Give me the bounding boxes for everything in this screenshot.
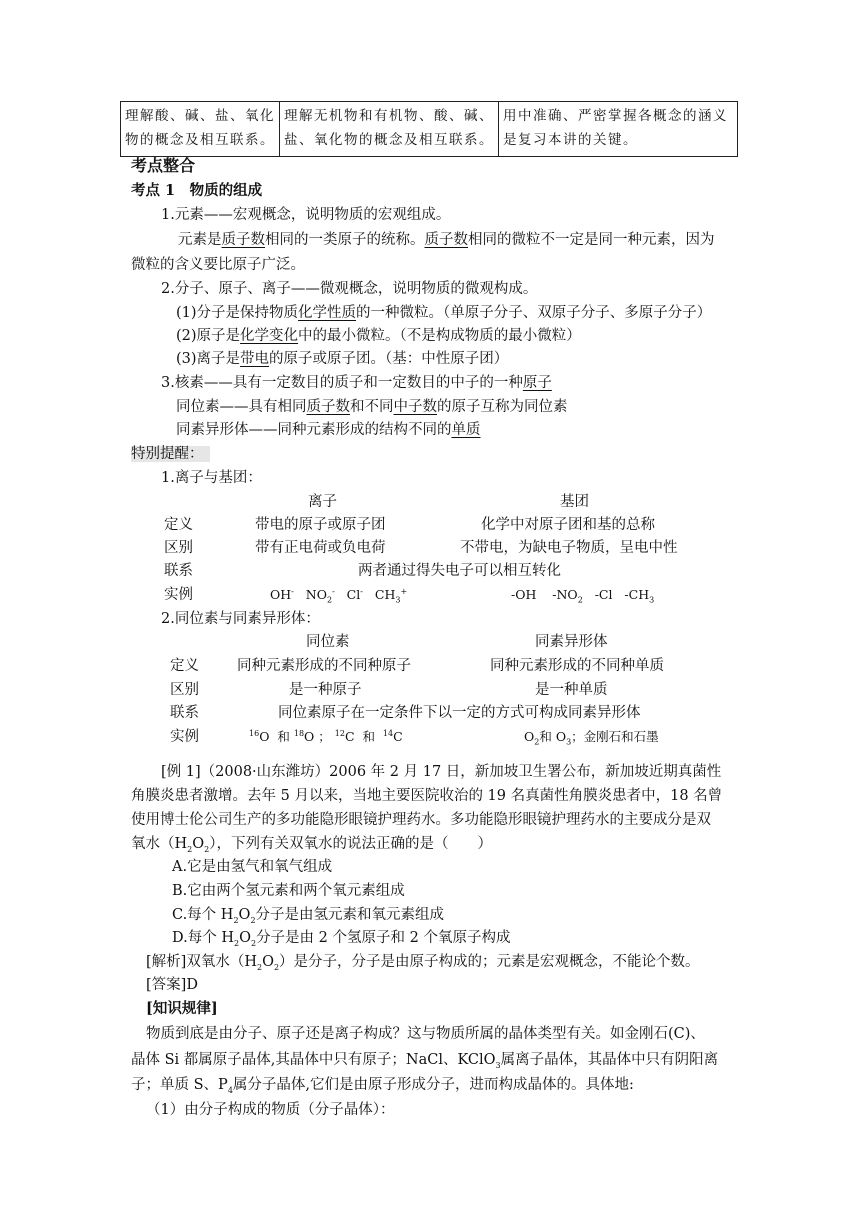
ion-row-link-text: 两者通过得失电子可以相互转化 <box>358 563 561 579</box>
text: 的原子或原子团。（基：中性原子团） <box>269 351 509 367</box>
iso-row-link-label: 联系 <box>170 705 199 721</box>
p2-line3 <box>176 325 581 347</box>
p3-line1 <box>161 372 552 394</box>
analysis: [解析]双氧水$(H_2O_2)$是分子，分子是由原子构成的；元素是宏观概念，不能论个数。 <box>146 954 700 972</box>
ion-title: 1.离子与基团： <box>161 470 262 486</box>
underlined-term: 质子数 <box>221 232 265 248</box>
iso-row-diff-label: 区别 <box>170 682 199 698</box>
special-note-label: 特别提醒： <box>131 446 210 462</box>
iso-row-def-allo: 同种元素形成的不同种单质 <box>490 658 664 674</box>
underlined-term: 单质 <box>451 422 481 438</box>
text: (3)离子是 <box>176 351 241 367</box>
iso-title: 2.同位素与同素异形体： <box>161 611 320 627</box>
example-line4: 氧水$(H_2O_2)$，下列有关双氧水的说法正确的是（ ） <box>131 836 492 854</box>
text: 晶体 Si 都属原子晶体,其晶体中只有原子；NaCl、KClO <box>131 1052 496 1068</box>
underlined-term: 带电 <box>240 351 270 367</box>
underlined-term: 化学变化 <box>240 328 299 344</box>
text: 和不同 <box>350 399 394 415</box>
iso-col-header: 同位素 <box>306 634 350 650</box>
ion-row-diff-group: 不带电，为缺电子物质，呈电中性 <box>460 540 678 556</box>
underlined-term: 中子数 <box>393 399 437 415</box>
text: 的原子互称为同位素 <box>437 399 568 415</box>
option-b: B.它由两个氢元素和两个氧元素组成 <box>172 883 405 899</box>
special-note <box>131 443 210 465</box>
text: 3.核素——具有一定数目的质子和一定数目的中子的一种 <box>161 375 523 391</box>
rule-line2: 晶体 Si 都属原子晶体,其晶体中只有原子；NaCl、KClO$_3$属离子晶体，其晶体中只有阴阳离 <box>131 1052 719 1070</box>
option-d: D.每个 $H_2O_2$分子是由 2 个氢原子和 2 个氧原子构成 <box>172 930 511 948</box>
ion-col-header: 离子 <box>308 494 337 510</box>
option-a: A.它是由氢气和氧气组成 <box>172 859 333 875</box>
iso-row-link-text: 同位素原子在一定条件下以一定的方式可构成同素异形体 <box>278 705 641 721</box>
ion-row-def-ion: 带电的原子或原子团 <box>255 517 386 533</box>
text: 分子是由氢元素和氧元素组成 <box>255 907 445 923</box>
ion-row-ex-label: 实例 <box>164 587 193 603</box>
section-title: 考点整合 <box>131 156 196 175</box>
group-examples: -OH $-NO_2$ -Cl $-CH_3$ <box>511 587 655 605</box>
objectives-cell-3: 用中准确、严密掌握各概念的涵义是复习本讲的关键。 <box>499 102 738 157</box>
ion-row-def-group: 化学中对原子团和基的总称 <box>481 517 655 533</box>
text: 相同的一类原子的统称。 <box>265 232 425 248</box>
underlined-term: 质子数 <box>306 399 350 415</box>
p1-line2 <box>178 229 715 251</box>
rule-line1: 物质到底是由分子、原子还是离子构成？这与物质所属的晶体类型有关。如金刚石(C)、 <box>146 1026 705 1042</box>
text: 的一种微粒。（单原子分子、双原子分子、多原子分子） <box>356 305 712 321</box>
allotrope-examples-tail: ；金刚石和石墨 <box>571 729 659 744</box>
p3-line2 <box>176 396 568 418</box>
text: 同素异形体——同种元素形成的结构不同的 <box>176 422 452 438</box>
text: 元素是 <box>178 232 222 248</box>
answer: [答案]D <box>146 977 198 993</box>
p2-line4 <box>176 348 508 370</box>
point1-title: 考点 1 物质的组成 <box>131 182 263 199</box>
ion-row-diff-ion: 带有正电荷或负电荷 <box>255 540 386 556</box>
isotope-examples: $^{16}$O 和 $^{18}$O ； $^{12}$C 和 $^{14}$C <box>249 728 403 744</box>
allotrope-examples: $O_2$和 $O_3$；金刚石和石墨 <box>524 729 659 747</box>
p2-line1: 2.分子、原子、离子——微观概念，说明物质的微观构成。 <box>161 281 538 297</box>
text: (2)原子是 <box>176 328 241 344</box>
iso-row-diff-iso: 是一种原子 <box>289 682 362 698</box>
text: 子；单质 S、P <box>131 1077 228 1093</box>
rule-title: [知识规律] <box>146 1000 218 1017</box>
text: 是分子，分子是由原子构成的；元素是宏观概念，不能论个数。 <box>293 954 700 970</box>
objectives-cell-2: 理解无机物和有机物、酸、碱、盐、氧化物的概念及相互联系。 <box>280 102 499 157</box>
rule-line3: 子；单质 S、$P_4$属分子晶体,它们是由原子形成分子，进而构成晶体的。具体地: <box>131 1077 634 1095</box>
text: 分子是由 2 个氢原子和 2 个氧原子构成 <box>256 930 511 946</box>
iso-row-def-iso: 同种元素形成的不同种原子 <box>237 658 411 674</box>
text: 中的最小微粒。（不是构成物质的最小微粒） <box>298 328 581 344</box>
example-line2: 角膜炎患者激增。去年 5 月以来，当地主要医院收治的 19 名真菌性角膜炎患者中，18 名曾 <box>131 788 723 804</box>
objectives-cell-1: 理解酸、碱、盐、氧化物的概念及相互联系。 <box>121 102 280 157</box>
example-line3: 使用博士伦公司生产的多功能隐形眼镜护理药水。多功能隐形眼镜护理药水的主要成分是双 <box>131 812 711 828</box>
underlined-term: 原子 <box>522 375 552 391</box>
rule-line4: （1）由分子构成的物质（分子晶体）： <box>146 1102 395 1118</box>
p1-line3: 微粒的含义要比原子广泛。 <box>131 257 305 273</box>
text: 属分子晶体,它们是由原子形成分子，进而构成晶体的。具体地: <box>232 1077 634 1093</box>
text: 同位素——具有相同 <box>176 399 307 415</box>
group-col-header: 基团 <box>560 494 589 510</box>
allo-col-header: 同素异形体 <box>535 634 608 650</box>
p3-line3 <box>176 419 481 441</box>
ion-row-diff-label: 区别 <box>164 540 193 556</box>
iso-row-def-label: 定义 <box>170 658 199 674</box>
text: ，下列有关双氧水的说法正确的是（ ） <box>216 836 492 852</box>
ion-examples: OH- $NO_2^-$ Cl- $CH_3^+$ <box>270 586 408 605</box>
example-line1: [例 1]（2008·山东潍坊）2006 年 2 月 17 日，新加坡卫生署公布，新加坡近期真菌性 <box>161 764 722 780</box>
objectives-table <box>120 101 738 157</box>
option-c: C.每个 $H_2O_2$分子是由氢元素和氧元素组成 <box>172 907 445 925</box>
text: (1)分子是保持物质 <box>176 305 299 321</box>
ion-row-def-label: 定义 <box>164 517 193 533</box>
iso-row-diff-allo: 是一种单质 <box>535 682 608 698</box>
p1-line1: 1.元素——宏观概念，说明物质的宏观组成。 <box>161 207 451 223</box>
text: 相同的微粒不一定是同一种元素，因为 <box>468 232 715 248</box>
iso-row-ex-label: 实例 <box>170 729 199 745</box>
p2-line2 <box>176 302 711 324</box>
ion-row-link-label: 联系 <box>164 563 193 579</box>
underlined-term: 质子数 <box>424 232 468 248</box>
text: 属离子晶体，其晶体中只有阴阳离 <box>500 1052 719 1068</box>
underlined-term: 化学性质 <box>298 305 357 321</box>
